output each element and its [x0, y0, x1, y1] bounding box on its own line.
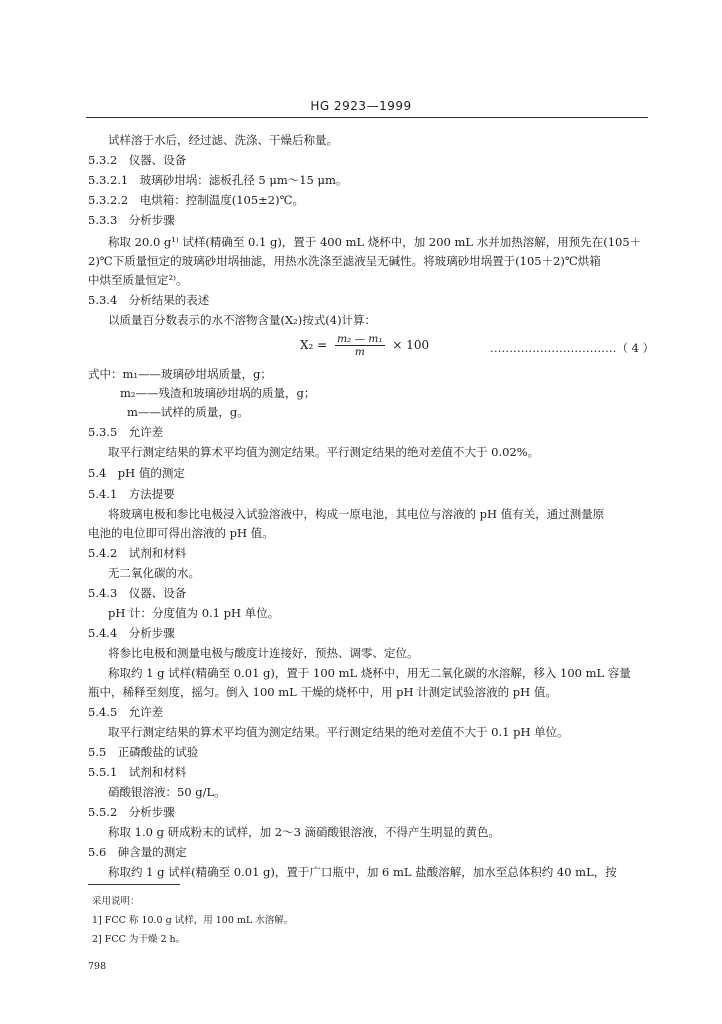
section-heading: 5.4 pH 值的测定	[88, 466, 185, 480]
section-heading: 5.4.1 方法提要	[88, 487, 175, 501]
body-line: m₂——残渣和玻璃砂坩埚的质量，g；	[120, 386, 316, 400]
footnote: 2] FCC 为干燥 2 h。	[92, 934, 186, 945]
section-heading: 5.5.2 分析步骤	[88, 805, 175, 819]
body-line: 称取约 1 g 试样(精确至 0.01 g)，置于 100 mL 烧杯中，用无二氧化碳的水溶解，移入 100 mL 容量	[108, 666, 631, 680]
section-heading: 5.3.4 分析结果的表述	[88, 293, 210, 307]
body-line: 电池的电位即可得出溶液的 pH 值。	[88, 526, 274, 540]
standard-code-header: HG 2923—1999	[310, 99, 412, 113]
body-line: 瓶中，稀释至刻度，摇匀。倒入 100 mL 干燥的烧杯中，用 pH 计测定试验溶液的 pH 值。	[88, 685, 557, 699]
section-heading: 5.4.4 分析步骤	[88, 626, 175, 640]
footnote-rule	[88, 884, 180, 885]
section-heading: 5.5 正磷酸盐的试验	[88, 745, 199, 759]
body-line: 将参比电极和测量电极与酸度计连接好，预热、调零、定位。	[108, 646, 419, 660]
section-heading: 5.5.1 试剂和材料	[88, 765, 187, 779]
header-rule	[86, 117, 648, 118]
body-line: 无二氧化碳的水。	[108, 566, 200, 580]
section-heading: 5.3.2.1 玻璃砂坩埚：滤板孔径 5 μm～15 μm。	[88, 173, 348, 187]
body-line: 中烘至质量恒定²⁾。	[88, 273, 188, 287]
section-heading: 5.3.3 分析步骤	[88, 213, 175, 227]
section-heading: 5.4.2 试剂和材料	[88, 546, 187, 560]
section-heading: 5.4.5 允许差	[88, 705, 164, 719]
section-heading: 5.3.2 仪器、设备	[88, 153, 187, 167]
page-number: 798	[88, 961, 107, 972]
body-line: 称取 20.0 g¹⁾ 试样(精确至 0.1 g)，置于 400 mL 烧杯中，加 200 mL 水并加热溶解，用预先在(105＋	[108, 235, 642, 249]
body-line: 称取约 1 g 试样(精确至 0.01 g)，置于广口瓶中，加 6 mL 盐酸溶解，加水至总体积约 40 mL，按	[108, 865, 617, 879]
body-line: 式中：m₁——玻璃砂坩埚质量，g；	[88, 367, 272, 381]
body-line: 取平行测定结果的算术平均值为测定结果。平行测定结果的绝对差值不大于 0.02%。	[108, 445, 540, 459]
formula-fraction	[335, 333, 385, 358]
body-line: m——试样的质量，g。	[127, 405, 249, 419]
section-heading: 5.3.5 允许差	[88, 425, 164, 439]
body-line: 称取 1.0 g 研成粉末的试样，加 2～3 滴硝酸银溶液，不得产生明显的黄色。	[108, 825, 501, 839]
body-line: 2)℃下质量恒定的玻璃砂坩埚抽滤，用热水洗涤至滤液呈无碱性。将玻璃砂坩埚置于(105＋2)℃烘箱	[88, 254, 601, 268]
formula-rhs: × 100	[392, 338, 430, 352]
formula-numerator: m₂ — m₁	[337, 333, 383, 345]
section-heading: 5.6 砷含量的测定	[88, 845, 187, 859]
formula-denominator: m	[354, 346, 365, 358]
body-line: 将玻璃电极和参比电极浸入试验溶液中，构成一原电池，其电位与溶液的 pH 值有关，通过测量原	[108, 507, 605, 521]
body-line: 取平行测定结果的算术平均值为测定结果。平行测定结果的绝对差值不大于 0.1 pH 单位。	[108, 725, 569, 739]
footnote: 采用说明：	[92, 896, 140, 907]
body-line: 试样溶于水后，经过滤、洗涤、干燥后称量。	[108, 133, 338, 147]
body-line: 以质量百分数表示的水不溶物含量(X₂)按式(4)计算：	[108, 313, 377, 327]
formula-lhs: X₂ =	[300, 338, 328, 352]
formula-number: ……………………………（ 4 ）	[490, 341, 655, 355]
section-heading: 5.4.3 仪器、设备	[88, 586, 187, 600]
body-line: 硝酸银溶液：50 g/L。	[108, 785, 226, 799]
formula-4	[300, 333, 429, 358]
body-line: pH 计：分度值为 0.1 pH 单位。	[108, 606, 280, 620]
section-heading: 5.3.2.2 电烘箱：控制温度(105±2)℃。	[88, 193, 304, 207]
footnote: 1] FCC 称 10.0 g 试样，用 100 mL 水溶解。	[92, 915, 294, 926]
